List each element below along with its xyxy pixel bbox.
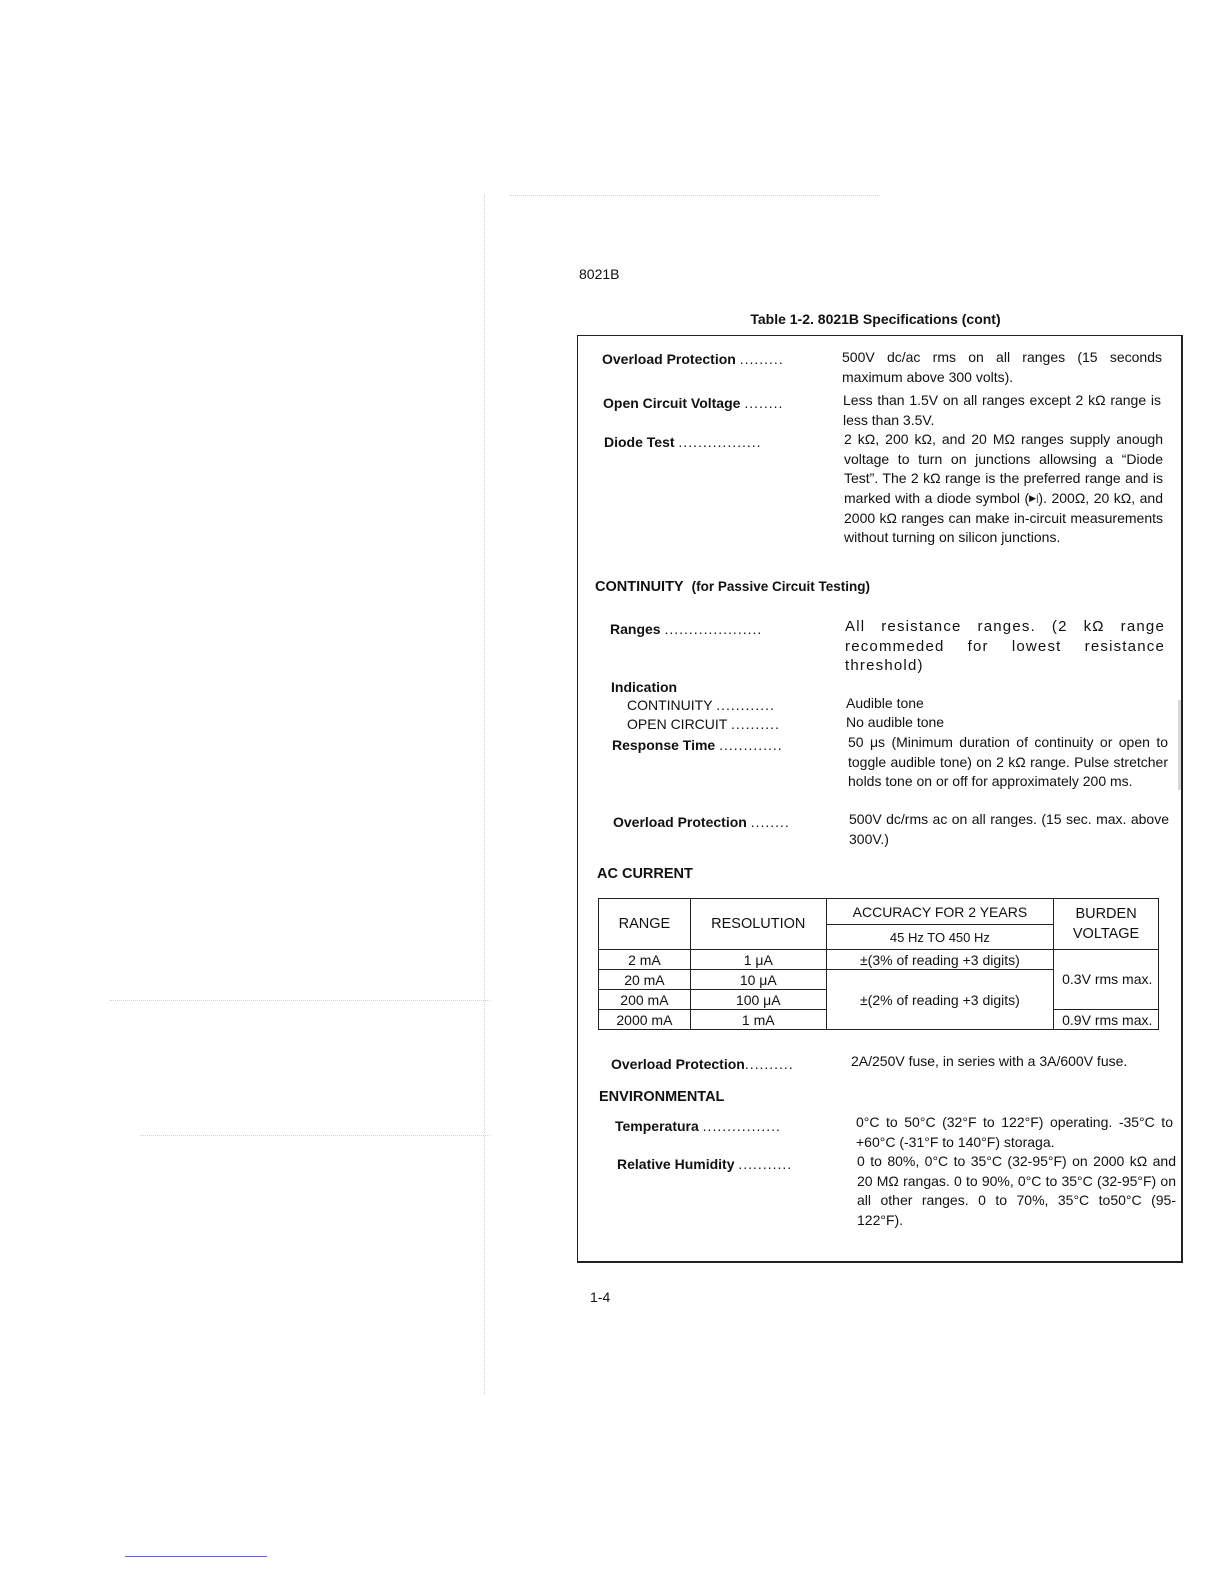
spec-value-continuity: Audible tone xyxy=(846,695,924,711)
ac-header-resolution: RESOLUTION xyxy=(690,899,826,950)
ac-header-frequency: 45 Hz TO 450 Hz xyxy=(826,925,1053,950)
margin-rule xyxy=(125,1556,267,1557)
ac-cell-range: 200 mA xyxy=(599,990,691,1010)
ac-cell-resolution: 10 μA xyxy=(690,970,826,990)
spec-label-response-time: Response Time ............. xyxy=(612,737,783,753)
ac-cell-accuracy: ±(2% of reading +3 digits) xyxy=(826,970,1053,1030)
table-title: Table 1-2. 8021B Specifications (cont) xyxy=(750,311,1001,327)
spec-label-overload-protection: Overload Protection ......... xyxy=(602,351,784,367)
spec-value-overload-protection: 500V dc/ac rms on all ranges (15 seconds maximum above 300 volts). xyxy=(842,349,1162,385)
spec-label-relative-humidity: Relative Humidity ........... xyxy=(617,1156,793,1172)
spec-label-ac-overload: Overload Protection.......... xyxy=(611,1056,794,1072)
ac-cell-resolution: 100 μA xyxy=(690,990,826,1010)
spec-value-ac-overload: 2A/250V fuse, in series with a 3A/600V fuse. xyxy=(851,1053,1128,1069)
ac-cell-resolution: 1 mA xyxy=(690,1010,826,1030)
ac-cell-range: 20 mA xyxy=(599,970,691,990)
spec-label-open-circuit-voltage: Open Circuit Voltage ........ xyxy=(603,395,784,411)
section-heading-ac-current: AC CURRENT xyxy=(597,866,693,882)
ac-cell-resolution: 1 μA xyxy=(690,950,826,970)
ac-header-range: RANGE xyxy=(599,899,691,950)
ac-cell-burden-voltage: 0.3V rms max. xyxy=(1054,950,1159,1010)
scan-artifact xyxy=(510,195,880,196)
diode-symbol-icon: ▶| xyxy=(1029,493,1039,504)
ac-header-burden-voltage: BURDEN VOLTAGE xyxy=(1054,899,1159,950)
section-heading-environmental: ENVIRONMENTAL xyxy=(599,1089,725,1105)
spec-label-diode-test: Diode Test ................. xyxy=(604,434,762,450)
ac-cell-accuracy: ±(3% of reading +3 digits) xyxy=(826,950,1053,970)
spec-value-relative-humidity: 0 to 80%, 0°C to 35°C (32-95°F) on 2000 kΩ and 20 MΩ rangas. 0 to 90%, 0°C to 35°C (32-95°F) on all other ranges. 0 to 70%, 35°C to50°C (95-122°F). xyxy=(857,1153,1176,1228)
spec-value-temperature: 0°C to 50°C (32°F to 122°F) operating. -35°C to +60°C (-31°F to 140°F) storaga. xyxy=(856,1114,1173,1150)
scan-artifact xyxy=(110,1000,490,1001)
ac-header-accuracy: ACCURACY FOR 2 YEARS xyxy=(826,899,1053,925)
spec-value-ranges: All resistance ranges. (2 kΩ range recommeded for lowest resistance threshold) xyxy=(845,618,1165,674)
spec-value-open-circuit: No audible tone xyxy=(846,714,945,730)
ac-cell-burden-voltage: 0.9V rms max. xyxy=(1054,1010,1159,1030)
spec-value-diode-test: 2 kΩ, 200 kΩ, and 20 MΩ ranges supply anough voltage to turn on junctions allowsing a “Diode Test”. The 2 kΩ range is the preferred range and is marked with a diode symbol (▶|). 200Ω, 20 kΩ, and 2000 kΩ ranges can make in-circuit measurements without turning on silicon junctions. xyxy=(844,431,1163,546)
section-heading-continuity: CONTINUITY (for Passive Circuit Testing) xyxy=(595,579,870,595)
ac-cell-range: 2000 mA xyxy=(599,1010,691,1030)
spec-label-continuity: CONTINUITY ............ xyxy=(627,697,775,713)
document-id: 8021B xyxy=(579,266,620,282)
spec-value-open-circuit-voltage: Less than 1.5V on all ranges except 2 kΩ range is less than 3.5V. xyxy=(843,392,1161,428)
scan-gutter-line xyxy=(484,195,485,1395)
page-number: 1-4 xyxy=(590,1289,611,1305)
scan-artifact xyxy=(140,1135,490,1136)
spec-value-response-time: 50 μs (Minimum duration of continuity or open to toggle audible tone) on 2 kΩ range. Pulse stretcher holds tone on or off for approximately 200 ms. xyxy=(848,734,1168,789)
spec-label-ranges: Ranges .................... xyxy=(610,621,763,637)
spec-label-temperature: Temperatura ................ xyxy=(615,1118,781,1134)
spec-value-continuity-overload: 500V dc/rms ac on all ranges. (15 sec. max. above 300V.) xyxy=(849,811,1169,847)
ac-current-table xyxy=(598,898,1159,1030)
spec-label-open-circuit: OPEN CIRCUIT .......... xyxy=(627,716,780,732)
spec-label-continuity-overload: Overload Protection ........ xyxy=(613,814,790,830)
spec-label-indication: Indication xyxy=(611,679,678,695)
ac-cell-range: 2 mA xyxy=(599,950,691,970)
